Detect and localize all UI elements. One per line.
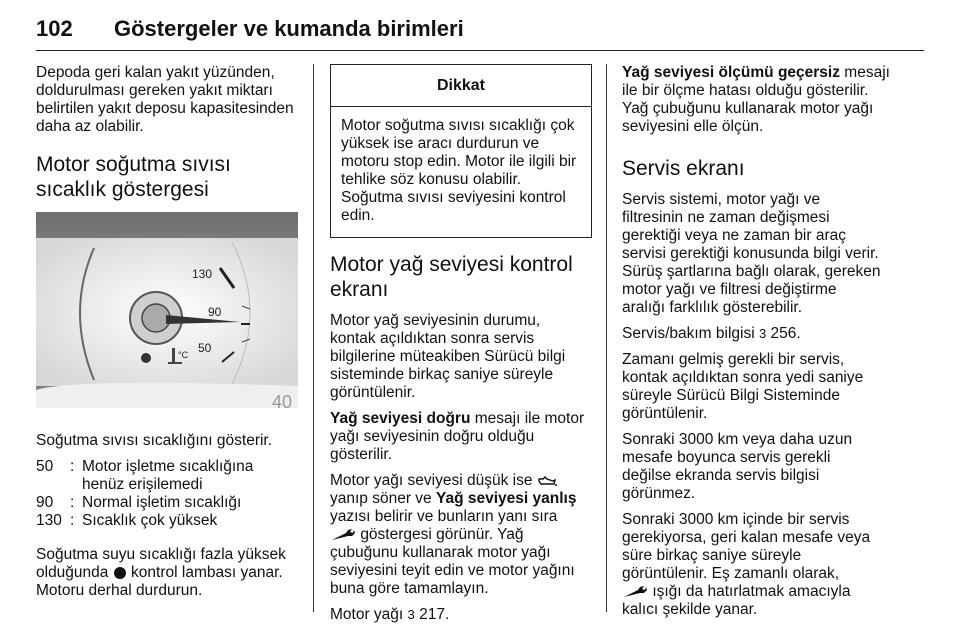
page-ref-arrow-icon: 3 [407,607,415,622]
warning-lamp-dot-icon [113,566,127,580]
definition-row: 130 : Sıcaklık çok yüksek [36,512,218,529]
definition-row: 50 : Motor işletme sıcaklığına henüz erişilemedi [36,458,254,493]
caution-title: Dikkat [331,65,591,107]
overheat-warning-paragraph: Soğutma suyu sıcaklığı fazla yüksek olduğunda kontrol lambası yanar. Motoru derhal durdurun. [36,546,286,599]
page-ref-arrow-icon: 3 [758,326,767,341]
gauge-label-50: 50 [198,341,212,355]
service-paragraph-3: Sonraki 3000 km veya daha uzun mesafe boyunca servis gerekli değilse ekranda servis bilgisi görünmez. [622,431,853,502]
oil-level-paragraph-2: Yağ seviyesi doğru mesajı ile motor yağı seviyesinin doğru olduğu gösterilir. [330,410,585,463]
gauge-label-90: 90 [208,305,222,319]
service-cross-reference[interactable]: Servis/bakım bilgisi 3 256. [622,325,801,342]
oil-can-icon [537,475,557,487]
gauge-corner-number: 40 [272,392,293,408]
intro-paragraph: Depoda geri kalan yakıt yüzünden, doldurulması gereken yakıt miktarı belirtilen yakıt deposu kapasitesinden daha az olabilir. [36,64,294,135]
header-rule [36,50,924,51]
coolant-gauge-heading: Motor soğutma sıvısı sıcaklık göstergesi [36,153,231,201]
column-divider-1 [313,64,314,612]
page-number: 102 [36,16,73,41]
service-paragraph-2: Zamanı gelmiş gerekli bir servis, kontak açıldıktan sonra yedi saniye süreyle Sürücü Bilgi Sisteminde görüntülenir. [622,351,864,422]
page-header [36,12,924,52]
caution-box [330,64,592,238]
wrench-icon [330,528,356,542]
column-1 [36,64,298,608]
gauge-unit: °C [178,350,189,360]
service-display-heading: Servis ekranı [622,157,745,180]
temperature-definition-list [36,458,298,530]
oil-level-paragraph-3: Motor yağı seviyesi düşük ise yanıp söner ve Yağ seviyesi yanlış yazısı belirir ve bunların yanı sıra göstergesi görünür. Yağ çubuğunu kullanarak motor yağı seviyesini teyit edin ve motor yağını buna göre tamamlayın. [330,472,577,597]
oil-level-paragraph-1: Motor yağ seviyesinin durumu, kontak açıldıktan sonra servis bilgilerine müteakiben Sürücü bilgi sisteminde birkaç saniye süreyle görüntülenir. [330,312,566,401]
oil-level-heading: Motor yağ seviyesi kontrol ekranı [330,253,573,301]
gauge-label-130: 130 [192,267,213,281]
definition-row: 90 : Normal işletim sıcaklığı [36,494,242,511]
service-paragraph-1: Servis sistemi, motor yağı ve filtresinin ne zaman değişmesi gerektiği veya ne zaman bir araç servisi gerektiği konusunda bilgi verir. Sürüş şartlarına bağlı olarak, gereken motor yağı ve filtresi değiştirme aralığı farklılık gösterebilir. [622,191,881,316]
column-2 [330,64,592,632]
page-title: Göstergeler ve kumanda birimleri [114,16,464,41]
column-divider-2 [606,64,607,612]
coolant-gauge-image [36,212,298,408]
wrench-icon [622,585,648,599]
service-paragraph-4: Sonraki 3000 km içinde bir servis gerekiyorsa, geri kalan mesafe veya süre birkaç saniye süreyle görüntülenir. Eş zamanlı olarak, ışığı da hatırlatmak amacıyla kalıcı şekilde yanar. [622,511,871,618]
caution-body: Motor soğutma sıvısı sıcaklığı çok yüksek ise aracı durdurun ve motoru stop edin. Motor ile ilgili bir tehlike söz konusu olabilir. Soğutma sıvısı seviyesini kontrol edin. [341,117,577,224]
oil-invalid-paragraph: Yağ seviyesi ölçümü geçersiz mesajı ile bir ölçme hatası olduğu gösterilir. Yağ çubuğunu kullanarak motor yağı seviyesini elle ölçün. [622,64,890,135]
gauge-caption: Soğutma sıvısı sıcaklığını gösterir. [36,432,273,449]
oil-cross-reference[interactable]: Motor yağı 3 217. [330,606,450,623]
column-3 [622,64,890,627]
